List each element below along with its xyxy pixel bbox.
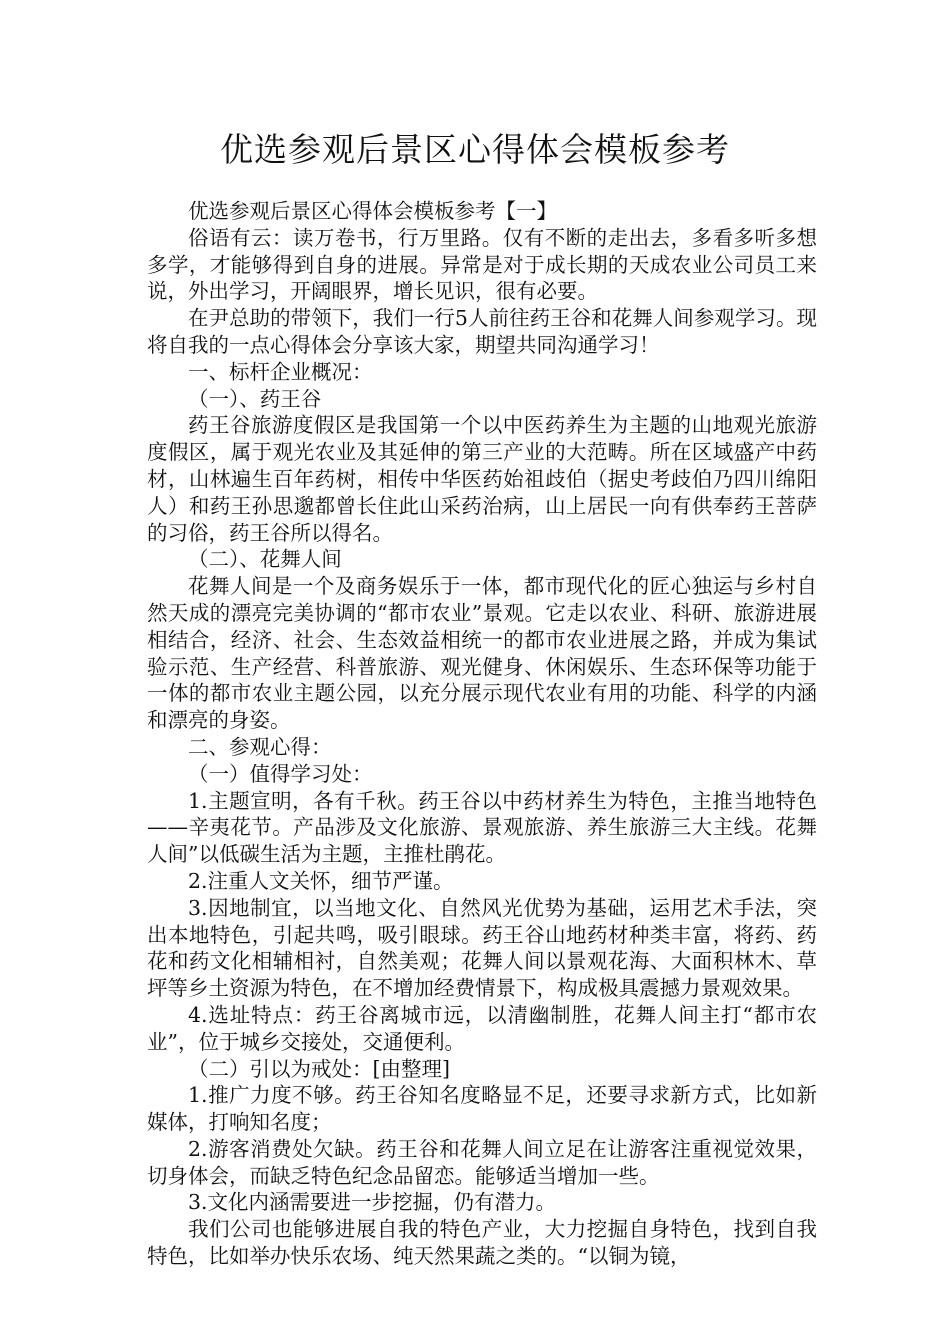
document-title: 优选参观后景区心得体会模板参考: [220, 130, 730, 169]
section-heading: 一、标杆企业概况：: [188, 359, 373, 384]
paragraph-yaowanggu: 药王谷旅游度假区是我国第一个以中医药养生为主题的山地观光旅游度假区，属于观光农业及其延伸的第三产业的大范畴。所在区域盛产中药材，山林遍生百年药树，相传中华医药始祖歧伯（据史考歧伯乃四川绵阳人）和药王孙思邈都曾长住此山采药治病，山上居民一向有供奉药王菩萨的习俗，药王谷所以得名。: [147, 413, 817, 545]
list-item: 1.推广力度不够。药王谷知名度略显不足，还要寻求新方式，比如新媒体，打响知名度；: [147, 1083, 817, 1135]
subsection-heading: （二）引以为戒处：[由整理]: [188, 1056, 450, 1081]
list-item: 2.注重人文关怀，细节严谨。: [188, 868, 454, 893]
document-body: [147, 198, 817, 1270]
list-item: 3.因地制宜，以当地文化、自然风光优势为基础，运用艺术手法，突出本地特色，引起共鸣，吸引眼球。药王谷山地药材种类丰富，将药、药花和药文化相辅相衬，自然美观；花舞人间以景观花海、大面积林木、草坪等乡土资源为特色，在不增加经费情景下，构成极具震撼力景观效果。: [147, 895, 817, 1001]
section-heading: 二、参观心得：: [188, 734, 332, 759]
subsection-heading: （二）、花舞人间: [188, 547, 342, 572]
list-item: 2.游客消费处欠缺。药王谷和花舞人间立足在让游客注重视觉效果，切身体会，而缺乏特色纪念品留恋。能够适当增加一些。: [147, 1136, 817, 1188]
paragraph-huawurenjian: 花舞人间是一个及商务娱乐于一体，都市现代化的匠心独运与乡村自然天成的漂亮完美协调的“都市农业”景观。它走以农业、科研、旅游进展相结合，经济、社会、生态效益相统一的都市农业进展之路，并成为集试验示范、生产经营、科普旅游、观光健身、休闲娱乐、生态环保等功能于一体的都市农业主题公园，以充分展示现代农业有用的功能、科学的内涵和漂亮的身姿。: [147, 574, 817, 733]
subsection-heading: （一）值得学习处：: [188, 761, 373, 786]
paragraph-intro: 俗语有云：读万卷书，行万里路。仅有不断的走出去，多看多听多想多学，才能够得到自身的进展。异常是对于成长期的天成农业公司员工来说，外出学习，开阔眼界，增长见识，很有必要。: [147, 225, 817, 304]
list-item: 3.文化内涵需要进一步挖掘，仍有潜力。: [188, 1190, 557, 1215]
paragraph-conclusion: 我们公司也能够进展自我的特色产业，大力挖掘自身特色，找到自我特色，比如举办快乐农场、纯天然果蔬之类的。“以铜为镜，: [147, 1217, 817, 1269]
list-item: 4.选址特点：药王谷离城市远，以清幽制胜，花舞人间主打“都市农业”，位于城乡交接处，交通便利。: [147, 1002, 817, 1054]
paragraph-subtitle: 优选参观后景区心得体会模板参考【一】: [188, 199, 557, 223]
subsection-heading: （一）、药王谷: [188, 386, 322, 411]
list-item: 1.主题宣明，各有千秋。药王谷以中药材养生为特色，主推当地特色——辛夷花节。产品涉及文化旅游、景观旅游、养生旅游三大主线。花舞人间”以低碳生活为主题，主推杜鹃花。: [147, 788, 817, 867]
paragraph-visit: 在尹总助的带领下，我们一行5人前往药王谷和花舞人间参观学习。现将自我的一点心得体会分享该大家，期望共同沟通学习！: [147, 306, 817, 357]
